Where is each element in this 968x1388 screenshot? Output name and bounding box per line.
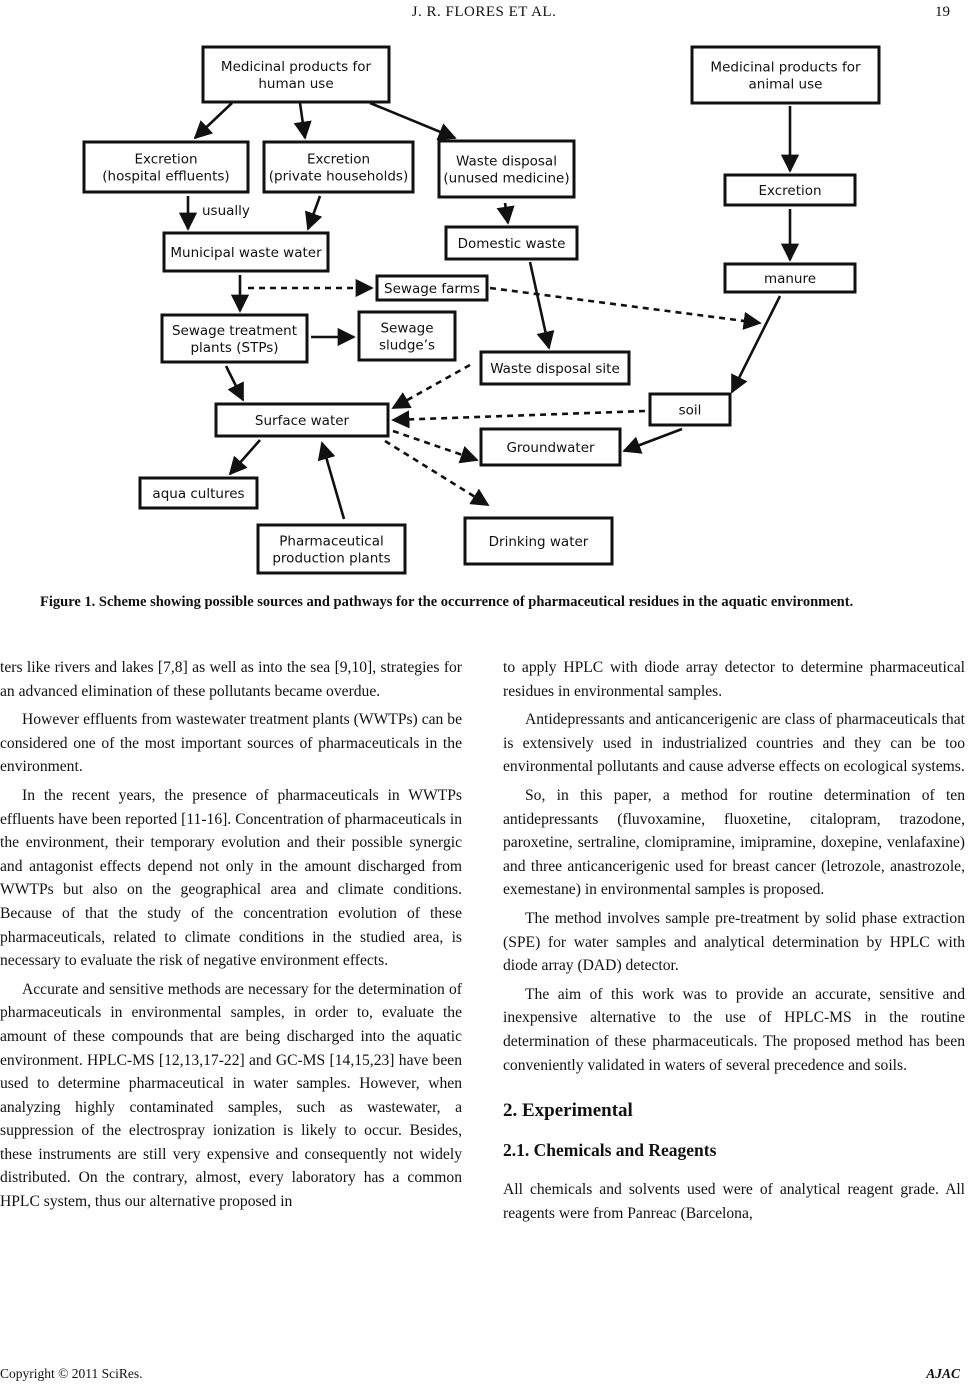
arrow <box>322 443 344 519</box>
node-label: Excretion <box>306 151 371 168</box>
node-label: Pharmaceutical <box>279 533 384 550</box>
node-sludge <box>359 312 455 360</box>
dashed-arrow <box>385 441 488 505</box>
dashed-arrow <box>393 411 645 420</box>
node-excretion-private <box>264 142 413 192</box>
page-header <box>0 0 968 30</box>
node-label: (private households) <box>268 168 409 185</box>
dashed-arrow <box>393 431 477 460</box>
arrow <box>195 103 232 138</box>
arrow <box>300 103 305 138</box>
paragraph: ters like rivers and lakes [7,8] as well as into the sea [9,10], strategies for an advanced elimination of these pollutants became overdue. <box>0 659 462 700</box>
arrow <box>624 429 682 451</box>
node-label: manure <box>763 271 817 287</box>
node-label: Domestic waste <box>457 236 566 252</box>
node-label: Excretion <box>134 151 198 168</box>
node-stps <box>162 315 307 362</box>
subsection-heading: 2.1. Chemicals and Reagents <box>503 1139 717 1160</box>
right-column <box>503 656 965 1230</box>
arrow <box>226 366 243 400</box>
node-label: Municipal waste water <box>170 245 322 261</box>
dashed-arrow <box>490 288 760 323</box>
node-label: Waste disposal site <box>490 361 620 377</box>
node-excretion-animal <box>725 175 855 205</box>
node-sewage-farms <box>377 276 487 300</box>
node-municipal <box>164 233 328 271</box>
node-label: Groundwater <box>506 440 595 456</box>
node-soil <box>650 394 730 425</box>
paragraph: Antidepressants and anticancerigenic are class of pharmaceuticals that is extensively used in industrialized countries and they can be too environmental pollutants and cause adverse effects on ecological systems. <box>503 711 965 776</box>
copyright-notice: Copyright © 2011 SciRes. <box>0 1366 143 1381</box>
node-label: animal use <box>748 76 823 93</box>
paragraph: Accurate and sensitive methods are necessary for the determination of pharmaceuticals in environmental samples, in order to, evaluate the amount of these compounds that are being discharged into the aquatic environment. HPLC-MS [12,13,17-22] and GC-MS [14,15,23] have been used to determine pharmaceutical in water samples. However, when analyzing highly contaminated samples, such as wastewater, a suppression of the electrospray ionization is likely to occur. Besides, these instruments are still very expensive and consequently not widely distributed. On the contrary, almost, every laboratory has a common HPLC system, thus our alternative proposed in <box>0 980 462 1211</box>
dashed-arrow <box>393 365 470 408</box>
node-label: sludge’s <box>378 337 436 354</box>
node-label: human use <box>258 76 334 92</box>
node-human-use <box>203 47 389 102</box>
node-label: aqua cultures <box>152 486 245 502</box>
node-label: Drinking water <box>488 534 589 550</box>
node-label: (hospital effluents) <box>102 168 230 185</box>
arrow <box>230 440 260 474</box>
node-excretion-hospital <box>84 142 248 192</box>
node-label: production plants <box>272 550 391 567</box>
node-label: Medicinal products for <box>710 59 861 76</box>
node-label: Sewage farms <box>384 281 480 297</box>
node-domestic <box>446 227 577 259</box>
node-label: plants (STPs) <box>190 340 279 356</box>
paragraph: All chemicals and solvents used were of analytical reagent grade. All reagents were from Panreac (Barcelona, <box>503 1181 965 1222</box>
arrow <box>530 262 549 348</box>
paragraph: However effluents from wastewater treatment plants (WWTPs) can be considered one of the most important sources of pharmaceuticals in the environment. <box>0 711 462 776</box>
pathway-diagram <box>0 30 968 586</box>
page-number: 19 <box>935 4 950 20</box>
node-label: Waste disposal <box>456 153 557 170</box>
arrow <box>732 296 780 392</box>
paragraph: So, in this paper, a method for routine determination of ten antidepressants (fluvoxamine, fluoxetine, citalopram, trazodone, paroxetine, sertraline, clomipramine, imipramine, doxepine, venlafaxine) and three anticancerigenic used for breast cancer (letrozole, anastrozole, exemestane) in environmental samples is proposed. <box>503 786 965 899</box>
node-label: Medicinal products for <box>220 59 372 75</box>
node-label: soil <box>678 402 702 419</box>
node-waste-disposal <box>439 141 574 197</box>
node-animal-use <box>692 47 879 103</box>
node-surface-water <box>216 404 388 436</box>
node-label: Sewage <box>380 320 434 337</box>
node-aqua <box>140 478 257 508</box>
arrow <box>505 203 508 223</box>
paragraph: The method involves sample pre-treatment by solid phase extraction (SPE) for water samples and analytical determination by HPLC with diode array (DAD) detector. <box>503 909 965 975</box>
node-groundwater <box>481 429 620 465</box>
journal-abbrev: AJAC <box>926 1366 960 1381</box>
node-label: Surface water <box>254 413 350 429</box>
paragraph: The aim of this work was to provide an accurate, sensitive and inexpensive alternative to the use of HPLC-MS in the routine determination of these pharmaceuticals. The proposed method has been conveniently validated in waters of several precedence and soils. <box>503 985 965 1074</box>
node-disposal-site <box>481 352 629 384</box>
node-label: Excretion <box>758 183 822 199</box>
figure-caption: Figure 1. Scheme showing possible sources and pathways for the occurrence of pharmaceutical residues in the aquatic environment. <box>40 594 854 610</box>
node-manure <box>725 264 855 292</box>
arrow <box>308 196 320 229</box>
node-label: Sewage treatment <box>171 323 298 339</box>
paragraph: In the recent years, the presence of pharmaceuticals in WWTPs effluents have been reported [11-16]. Concentration of pharmaceuticals in the environment, their temporary evolution and their possible synergic and antagonist effects depend not only in the amount discharged from WWTPs but also on the geographical area and climate conditions. Because of that the study of the concentration evolution of these pharmaceuticals, related to climate conditions in the studied area, is necessary to evaluate the risk of negative environment effects. <box>0 786 462 970</box>
paragraph: to apply HPLC with diode array detector to determine pharmaceutical residues in environmental samples. <box>503 659 965 700</box>
edge-label-usually: usually <box>202 203 250 219</box>
section-heading: 2. Experimental <box>503 1100 633 1122</box>
arrow <box>370 103 455 138</box>
node-pharma-plants <box>258 525 405 573</box>
diagram-nodes <box>84 47 879 573</box>
node-drinking <box>465 518 612 564</box>
left-column <box>0 656 462 1219</box>
node-label: (unused medicine) <box>443 170 570 187</box>
running-head: J. R. FLORES ET AL. <box>411 4 557 20</box>
